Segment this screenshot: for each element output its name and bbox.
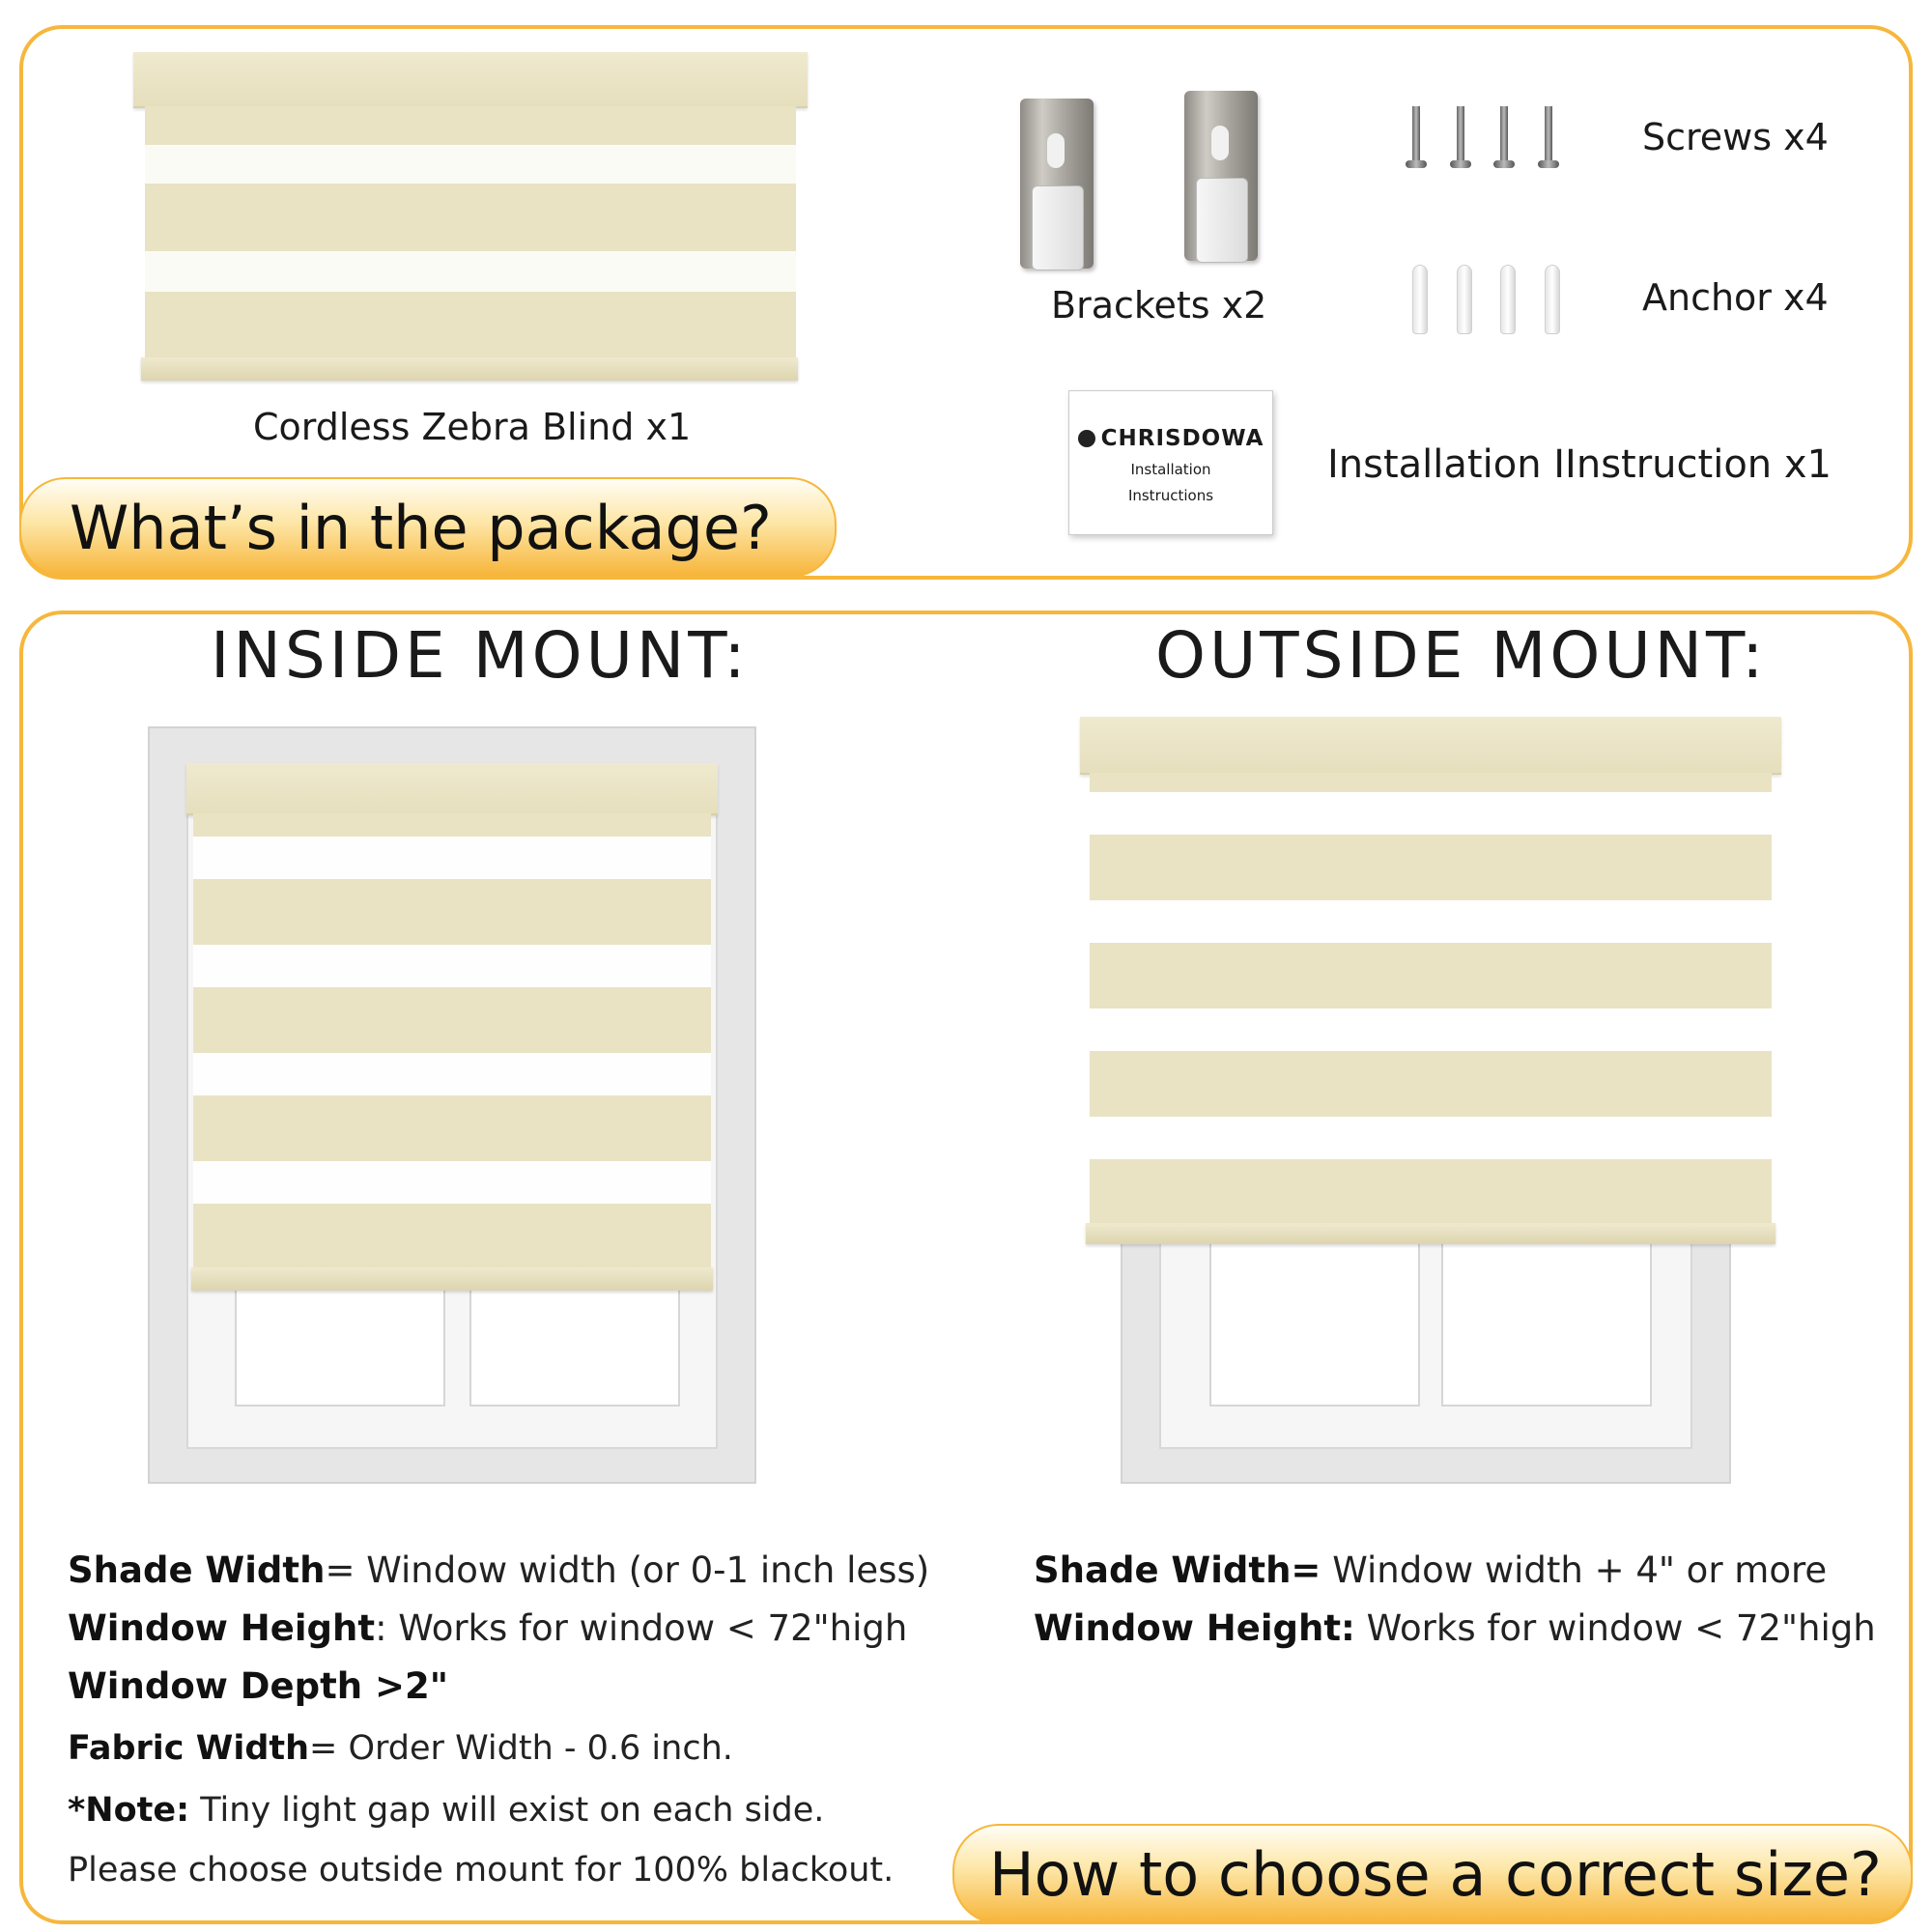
blind-stripe	[1090, 835, 1772, 900]
window-pane	[1441, 1217, 1652, 1406]
inside-spec-window-depth: Window Depth >2"	[68, 1665, 449, 1707]
blind-stripe	[1090, 1159, 1772, 1223]
bracket-icon	[1184, 91, 1258, 261]
manual-line1: Installation	[1130, 461, 1211, 478]
outside-spec-window-height: Window Height: Works for window < 72"high	[1034, 1607, 1876, 1649]
blind-sheer-stripe	[193, 837, 711, 879]
blind-stripe	[193, 1204, 711, 1267]
blind-sheer-stripe	[193, 945, 711, 987]
blind-cassette	[1080, 717, 1781, 775]
blind-bottom-rail	[141, 357, 798, 381]
blind-bottom-rail	[191, 1267, 713, 1291]
window-pane	[235, 1285, 445, 1406]
brand-logo-icon	[1078, 430, 1095, 447]
manual-brand: CHRISDOWA	[1100, 426, 1264, 451]
inside-spec-shade-width: Shade Width= Window width (or 0-1 inch less)	[68, 1549, 930, 1591]
blind-sheer-stripe	[145, 145, 796, 184]
blind-sheer-stripe	[1090, 1117, 1772, 1159]
blind-stripe	[145, 292, 796, 357]
blind-sheer-stripe	[145, 251, 796, 292]
outside-spec-shade-width: Shade Width= Window width + 4" or more	[1034, 1549, 1828, 1591]
size-banner	[952, 1824, 1913, 1924]
manual-line2: Instructions	[1127, 487, 1214, 504]
blind-bottom-rail	[1086, 1223, 1776, 1244]
blind-stripe	[193, 987, 711, 1053]
blind-cassette	[133, 52, 808, 108]
package-banner	[19, 477, 837, 578]
blind-stripe	[1090, 1051, 1772, 1117]
inside-mount-title: INSIDE MOUNT:	[211, 618, 750, 693]
inside-spec-window-height: Window Height: Works for window < 72"high	[68, 1607, 908, 1649]
blind-sheer-stripe	[1090, 900, 1772, 943]
instruction-caption: Installation IInstruction x1	[1327, 442, 1832, 487]
window-pane	[469, 1285, 680, 1406]
package-banner-text: What’s in the package?	[70, 492, 772, 563]
size-banner-text: How to choose a correct size?	[989, 1838, 1882, 1910]
inside-spec-fabric-width: Fabric Width= Order Width - 0.6 inch.	[68, 1729, 733, 1768]
inside-spec-note: *Note: Tiny light gap will exist on each side.	[68, 1791, 825, 1830]
anchors-caption: Anchor x4	[1642, 276, 1829, 319]
blind-cassette	[186, 763, 718, 815]
inside-spec-note2: Please choose outside mount for 100% blackout.	[68, 1851, 895, 1889]
blind-stripe	[193, 813, 711, 837]
window-pane	[1209, 1217, 1420, 1406]
blind-stripe	[1090, 943, 1772, 1009]
blind-sheer-stripe	[1090, 1009, 1772, 1051]
bracket-icon	[1020, 99, 1094, 269]
instruction-manual-image	[1068, 390, 1273, 535]
blind-stripe	[193, 879, 711, 945]
blind-stripe	[1090, 773, 1772, 792]
blind-stripe	[193, 1095, 711, 1161]
brackets-caption: Brackets x2	[1051, 284, 1267, 327]
blind-sheer-stripe	[193, 1053, 711, 1095]
blind-sheer-stripe	[193, 1161, 711, 1204]
blind-caption: Cordless Zebra Blind x1	[253, 406, 692, 448]
blind-stripe	[145, 106, 796, 145]
blind-stripe	[145, 184, 796, 251]
blind-sheer-stripe	[1090, 792, 1772, 835]
screws-caption: Screws x4	[1642, 116, 1829, 158]
outside-mount-title: OUTSIDE MOUNT:	[1155, 618, 1768, 693]
